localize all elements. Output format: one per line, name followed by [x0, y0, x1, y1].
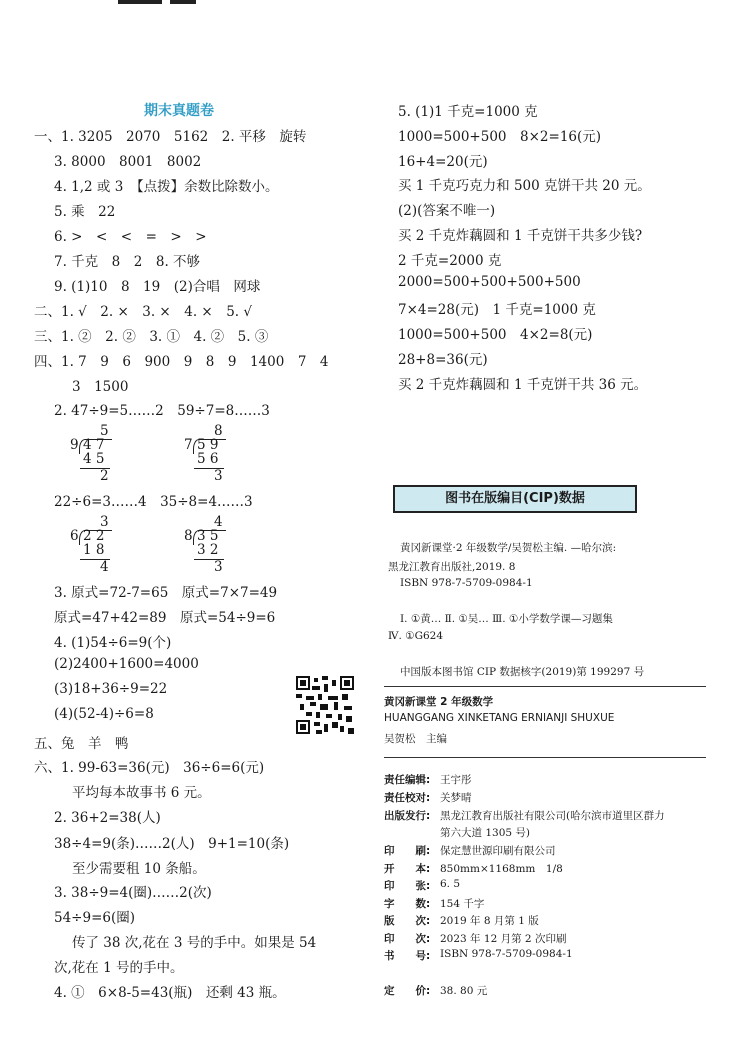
colophon-value: 2023 年 12 月第 2 次印刷 — [440, 933, 567, 945]
colophon-label: 版 次: — [384, 915, 431, 927]
answer-line: 三、1. ② 2. ② 3. ① 4. ② 5. ③ — [34, 329, 269, 345]
answer-line: 16+4=20(元) — [398, 153, 488, 170]
cip-heading: 图书在版编目(CIP)数据 — [445, 491, 585, 506]
answer-line: 四、1. 7 9 6 900 9 8 9 1400 7 4 — [34, 354, 329, 370]
remainder: 3 — [214, 559, 223, 575]
colophon-label: 书 号: — [384, 950, 431, 962]
colophon-label: 字 数: — [384, 898, 431, 910]
divider — [384, 686, 706, 687]
cip-heading-box — [393, 485, 637, 513]
colophon-value: 第六大道 1305 号) — [440, 827, 530, 839]
divisor: 9 — [70, 437, 79, 453]
colophon-label: 责任校对: — [384, 792, 431, 804]
answer-line: 传了 38 次,花在 3 号的手中。如果是 54 — [72, 935, 317, 951]
answer-line: 2 千克=2000 克 — [398, 252, 502, 269]
cip-class: Ⅳ. ①G624 — [388, 630, 444, 642]
product: 3 2 — [197, 542, 219, 558]
colophon-value: 850mm×1168mm 1/8 — [440, 863, 563, 875]
colophon-value: 王宇彤 — [440, 774, 472, 786]
colophon-value: 关梦晴 — [440, 792, 472, 804]
answer-line: 22÷6=3……4 35÷8=4……3 — [54, 494, 253, 510]
colophon-label: 定 价: — [384, 985, 431, 997]
quotient: 3 — [100, 514, 109, 530]
colophon-value: 保定慧世源印刷有限公司 — [440, 845, 556, 857]
answer-line: 4. (1)54÷6=9(个) — [54, 635, 172, 651]
cip-isbn: ISBN 978-7-5709-0984-1 — [400, 577, 533, 589]
divisor: 8 — [184, 528, 193, 544]
divisor: 6 — [70, 528, 79, 544]
answer-line: 3. 38÷9=4(圈)……2(次) — [54, 885, 212, 901]
quotient: 4 — [214, 514, 223, 530]
answer-line: 六、1. 99-63=36(元) 36÷6=6(元) — [34, 760, 265, 776]
colophon-label: 印 张: — [384, 880, 431, 892]
colophon-value: 6. 5 — [440, 878, 461, 890]
divisor: 7 — [184, 437, 193, 453]
answer-line: 4. 1,2 或 3 【点拨】余数比除数小。 — [54, 179, 279, 195]
answer-line: 7. 千克 8 2 8. 不够 — [54, 254, 201, 270]
qr-code-icon — [296, 676, 354, 734]
dividend: 3 5 — [197, 528, 219, 544]
answer-line: 9. (1)10 8 19 (2)合唱 网球 — [54, 279, 261, 295]
answer-line: 2. 47÷9=5……2 59÷7=8……3 — [54, 403, 270, 419]
answer-line: 2000=500+500+500+500 — [398, 273, 581, 290]
dividend: 4 7 — [83, 437, 105, 453]
colophon-value: 154 千字 — [440, 898, 485, 910]
colophon-value: ISBN 978-7-5709-0984-1 — [440, 948, 573, 960]
answer-line: 4. ① 6×8-5=43(瓶) 还剩 43 瓶。 — [54, 985, 286, 1001]
answer-line: 次,花在 1 号的手中。 — [54, 960, 184, 976]
answer-line: 7×4=28(元) 1 千克=1000 克 — [398, 302, 596, 319]
answer-line: 5. (1)1 千克=1000 克 — [398, 104, 538, 120]
remainder: 4 — [100, 559, 109, 575]
answer-line: (2)(答案不唯一) — [398, 203, 496, 220]
colophon-label: 印 次: — [384, 933, 431, 945]
divider — [384, 757, 706, 758]
answer-line: 5. 乘 22 — [54, 204, 116, 220]
cip-number: 中国版本图书馆 CIP 数据核字(2019)第 199297 号 — [400, 666, 645, 678]
quotient: 5 — [100, 423, 109, 439]
book-title-pinyin: HUANGGANG XINKETANG ERNIANJI SHUXUE — [384, 712, 615, 724]
answer-line: 3 1500 — [72, 379, 129, 395]
answer-line: 28+8=36(元) — [398, 352, 488, 368]
section-title: 期末真题卷 — [144, 103, 214, 119]
top-bar — [118, 0, 162, 4]
colophon-label: 开 本: — [384, 863, 431, 875]
colophon-label: 责任编辑: — [384, 774, 431, 786]
product: 4 5 — [83, 451, 105, 467]
answer-line: 38÷4=9(条)……2(人) 9+1=10(条) — [54, 836, 290, 852]
answer-line: 1000=500+500 4×2=8(元) — [398, 327, 593, 344]
colophon-value: 38. 80 元 — [440, 985, 488, 997]
answer-line: 原式=47+42=89 原式=54÷9=6 — [54, 610, 276, 626]
answer-line: 一、1. 3205 2070 5162 2. 平移 旋转 — [34, 129, 307, 145]
colophon-value: 黑龙江教育出版社有限公司(哈尔滨市道里区群力 — [440, 810, 665, 822]
answer-line: 3. 8000 8001 8002 — [54, 154, 202, 170]
dividend: 2 2 — [83, 528, 105, 544]
book-title: 黄冈新课堂 2 年级数学 — [384, 696, 494, 708]
top-bar — [170, 0, 196, 4]
answer-line: 买 1 千克巧克力和 500 克饼干共 20 元。 — [398, 178, 651, 195]
colophon-value: 2019 年 8 月第 1 版 — [440, 915, 539, 927]
answer-line: 买 2 千克炸藕圆和 1 千克饼干共多少钱? — [398, 228, 643, 244]
answer-line: 6. > < < = > > — [54, 229, 207, 245]
book-editor: 吴贺松 主编 — [384, 733, 447, 745]
answer-line: 二、1. √ 2. × 3. × 4. × 5. √ — [34, 304, 252, 320]
cip-line: 黑龙江教育出版社,2019. 8 — [388, 561, 516, 573]
answer-line: 至少需要租 10 条船。 — [72, 861, 206, 877]
colophon-label: 出版发行: — [384, 810, 431, 822]
product: 1 8 — [83, 542, 105, 558]
cip-class: Ⅰ. ①黄… Ⅱ. ①吴… Ⅲ. ①小学数学课—习题集 — [400, 613, 613, 625]
answer-line: 3. 原式=72-7=65 原式=7×7=49 — [54, 585, 278, 601]
dividend: 5 9 — [197, 437, 219, 453]
answer-line: 2. 36+2=38(人) — [54, 810, 161, 826]
answer-line: (4)(52-4)÷6=8 — [54, 706, 154, 722]
answer-line: (3)18+36÷9=22 — [54, 681, 168, 697]
cip-line: 黄冈新课堂·2 年级数学/吴贺松主编. —哈尔滨: — [400, 542, 617, 554]
product: 5 6 — [197, 451, 219, 467]
remainder: 3 — [214, 468, 223, 484]
quotient: 8 — [214, 423, 223, 439]
answer-line: 买 2 千克炸藕圆和 1 千克饼干共 36 元。 — [398, 376, 648, 393]
answer-line: 54÷9=6(圈) — [54, 910, 136, 926]
answer-line: 1000=500+500 8×2=16(元) — [398, 128, 602, 145]
answer-line: 五、兔 羊 鸭 — [34, 736, 129, 752]
remainder: 2 — [100, 468, 109, 484]
answer-line: 平均每本故事书 6 元。 — [72, 785, 211, 801]
watermark-shape — [0, 30, 24, 169]
answer-line: (2)2400+1600=4000 — [54, 656, 199, 672]
colophon-label: 印 刷: — [384, 845, 431, 857]
